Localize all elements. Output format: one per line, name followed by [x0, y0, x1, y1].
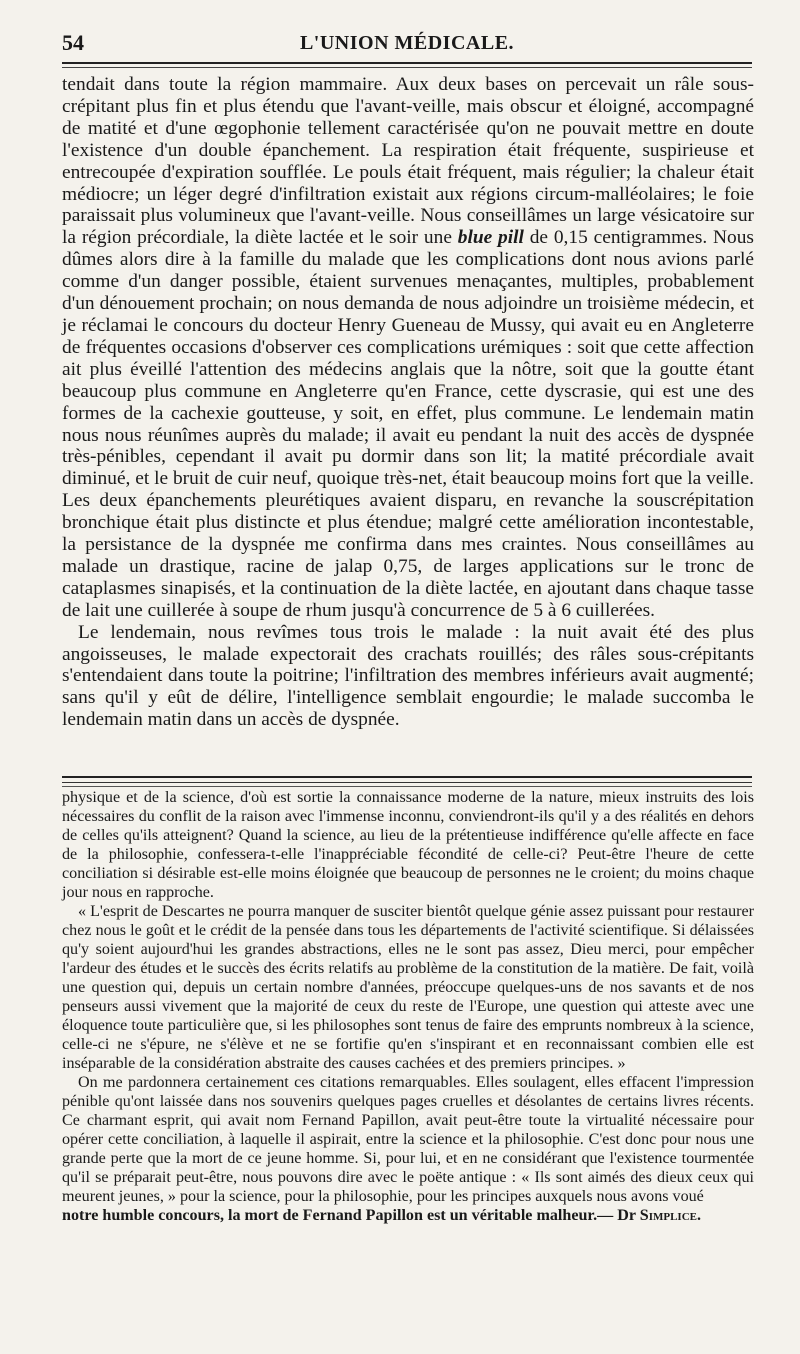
lower-paragraph: On me pardonnera certainement ces citations remarquables. Elles soulagent, elles effacent l'impression pénible qu'ont laissée dans nos souvenirs quelques pages cruelles et désolantes de certains livres récents. Ce charmant esprit, qui avait nom Fernand Papillon, avait peut-être toute la virtualité nécessaire pour opérer cette conciliation, à laquelle il aspirait, entre la science et la philosophie. C'est donc pour nous une grande perte que la mort de ce jeune homme. Si, pour lui, et en ne considérant que l'existence tourmentée qu'il se préparait peut-être, nous pouvons dire avec le poëte antique : « Ils sont aimés des dieux ceux qui meurent jeunes, » pour la science, pour la philosophie, pour les principes auxquels nous avons voué [62, 1074, 754, 1205]
section-divider [62, 776, 752, 778]
emphasized-text: blue pill [457, 227, 524, 249]
journal-title: L'UNION MÉDICALE. [299, 32, 515, 54]
paragraph-text: tendait dans toute la région mammaire. Aux deux bases on percevait un râle sous-crépitant plus fin et plus étendu que l'avant-veille, mais obscur et éloigné, accompagné de matité et d'une œgophonie tellement caractérisée qu'on ne pouvait mettre en doute l'existence d'un double épanchement. La respiration était fréquente, suspirieuse et entrecoupée d'expiration soufflée. Le pouls était fréquent, mais régulier; la chaleur était médiocre; un léger degré d'infiltration existait aux régions circum-malléolaires; le foie paraissait plus volumineux que l'avant-veille. Nous conseillâmes un large vésicatoire sur la région précordiale, la diète lactée et le soir une [62, 74, 754, 249]
upper-paragraph: Le lendemain, nous revîmes tous trois le malade : la nuit avait été des plus angoisseuses, le malade expectorait des crachats rouillés; des râles sous-crépitants s'entendaient dans toute la poitrine; l'infiltration des membres inférieurs avait augmenté; sans qu'il y eût de délire, l'intelligence semblait engourdie; le malade succomba le lendemain matin dans un accès de dyspnée. [62, 621, 754, 731]
author-signature: Simplice. [639, 1207, 702, 1224]
lower-paragraph: physique et de la science, d'où est sortie la connaissance moderne de la nature, mieux instruits des lois nécessaires du conflit de la raison avec l'immense inconnu, conviendront-ils qu'il y a des réalités en dehors de celles qu'ils atteignent? Quand la science, au lieu de la prétentieuse indifférence qu'elle affecte en face de la philosophie, confessera-t-elle l'inappréciable fécondité de celle-ci? Peut-être l'heure de cette conciliation si désirable est-elle moins éloignée que beaucoup de personnes ne le croient; du moins chaque jour nous en rapproche. [62, 789, 754, 901]
section-divider-thin [62, 782, 752, 783]
header-rule-thin [62, 67, 752, 68]
section-divider-thin-2 [62, 786, 752, 787]
lower-paragraph: « L'esprit de Descartes ne pourra manquer de susciter bientôt quelque génie assez puissant pour restaurer chez nous le goût et le crédit de la pensée dans tous les départements de l'activité scientifique. Si délaissées qu'y soient aujourd'hui les grandes abstractions, elles ne le sont pas assez, Dieu merci, pour empêcher l'ardeur des études et le succès des écrits relatifs au problème de la constitution de la matière. De fait, voilà une question qui, depuis un certain nombre d'années, préoccupe quelques-uns de nos savants et de nos penseurs aussi vivement que la majorité de ceux du reste de l'Europe, une question qui atteste avec une éloquence toute particulière que, si les philosophes sont tenus de faire des emprunts nombreux à la science, celle-ci ne s'épure, ne s'élève et ne se fortifie qu'en s'inspirant et en reconnaissant combien elle est inséparable de la considération abstraite des causes cachées et des premiers principes. » [62, 903, 754, 1072]
upper-article [62, 74, 754, 731]
closing-line [62, 1206, 754, 1225]
signature-prefix: Dr [617, 1207, 636, 1224]
feuilleton-text [62, 788, 754, 1225]
header-rule [62, 62, 752, 64]
closing-text: notre humble concours, la mort de Fernand Papillon est un véritable malheur.— [62, 1207, 618, 1224]
upper-paragraph [62, 74, 754, 622]
paragraph-text-cont: de 0,15 centigrammes. Nous dûmes alors dire à la famille du malade que les complications dont nous avions parlé comme d'un danger possible, étaient survenues menaçantes, multiples, probablement d'un dénouement prochain; on nous demanda de nous adjoindre un troisième médecin, et je réclamai le concours du docteur Henry Gueneau de Mussy, qui avait eu en Angleterre de fréquentes occasions d'observer ces complications urémiques : soit que cette affection ait plus éveillé l'attention des médecins anglais que la nôtre, soit que la goutte étant beaucoup plus commune en Angleterre qu'en France, cette dyscrasie, qui est une des formes de la cachexie goutteuse, y soit, en effet, plus commune. Le lendemain matin nous nous réunîmes auprès du malade; il avait eu pendant la nuit des accès de dyspnée très-pénibles, cependant il avait pu dormir dans son lit; la matité précordiale avait diminué, et le bruit de cuir neuf, quoique très-net, était beaucoup moins fort que la veille. Les deux épanchements pleurétiques avaient disparu, en revanche la souscrépitation bronchique était plus distincte et plus étendue; malgré cette amélioration incontestable, la persistance de la dyspnée me confirma dans mes craintes. Nous conseillâmes au malade un drastique, racine de jalap 0,75, de larges applications sur le tronc de cataplasmes sinapisés, et la continuation de la diète lactée, en ajoutant dans chaque tasse de lait une cuillerée à soupe de rhum jusqu'à concurrence de 5 à 6 cuillerées. [62, 227, 754, 621]
page-number: 54 [62, 30, 84, 55]
page-header [62, 30, 752, 60]
